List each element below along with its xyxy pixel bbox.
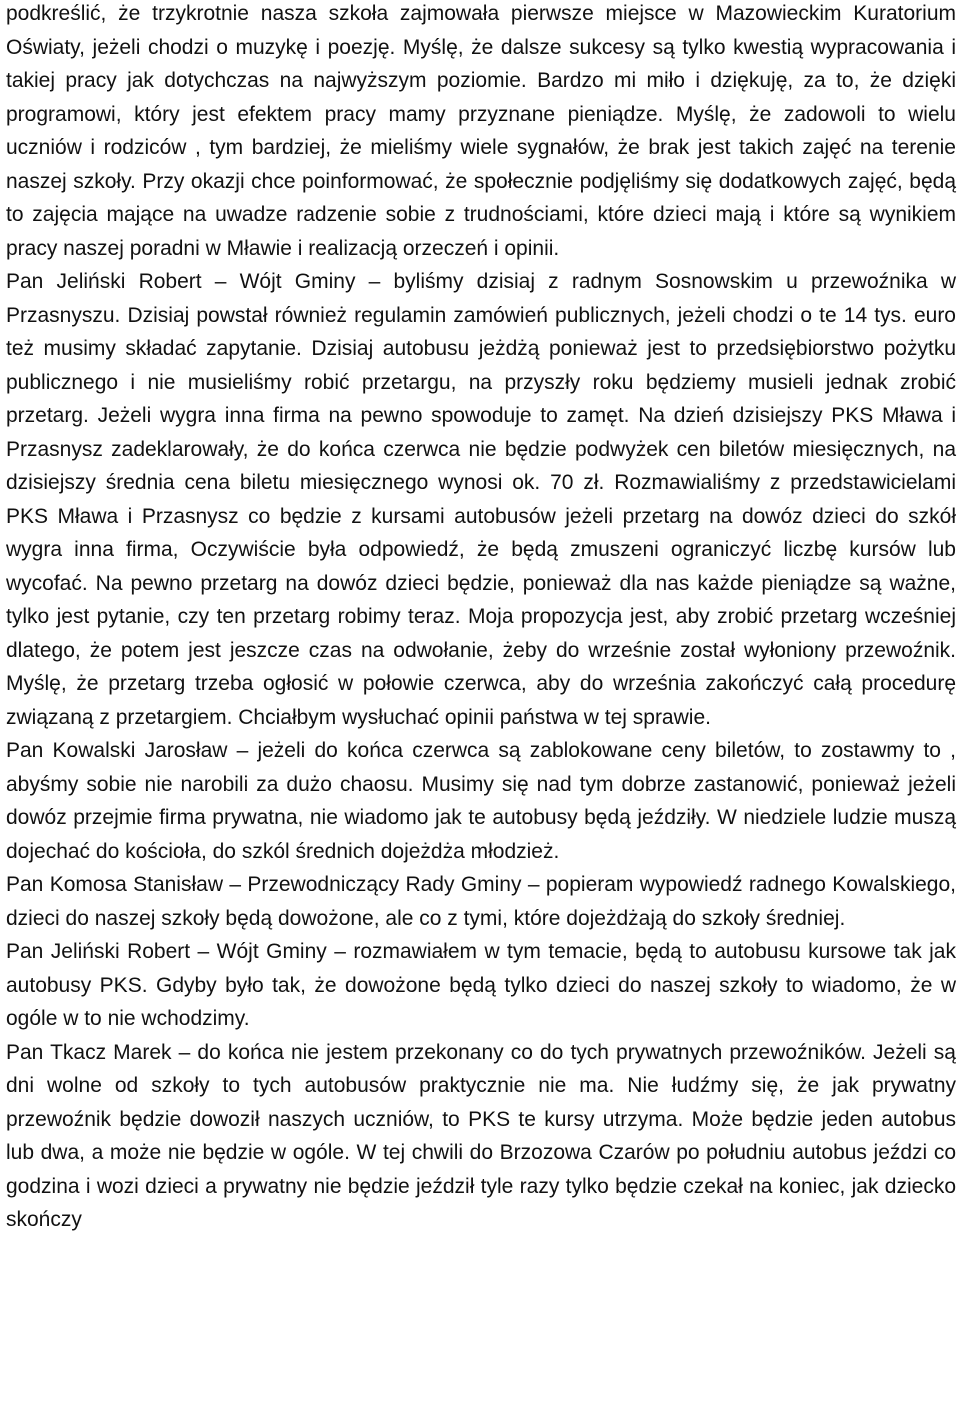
- paragraph-wojt-transport-tender: Pan Jeliński Robert – Wójt Gminy – byliśmy dzisiaj z radnym Sosnowskim u przewoźnika w Przasnyszu. Dzisiaj powstał również regulamin zamówień publicznych, jeżeli chodzi o te 14 tys. euro też musimy składać zapytanie. Dzisiaj autobusu jeżdżą ponieważ jest to przedsiębiorstwo pożytku publicznego i nie musieliśmy robić przetargu, na przyszły roku będziemy musieli jednak zrobić przetarg. Jeżeli wygra inna firma na pewno spowoduje to zamęt. Na dzień dzisiejszy PKS Mława i Przasnysz zadeklarowały, że do końca czerwca nie będzie podwyżek cen biletów miesięcznych, na dzisiejszy średnia cena biletu miesięcznego wynosi ok. 70 zł. Rozmawialiśmy z przedstawicielami PKS Mława i Przasnysz co będzie z kursami autobusów jeżeli przetarg na dowóz dzieci do szkół wygra inna firma, Oczywiście była odpowiedź, że będą zmuszeni ograniczyć liczbę kursów lub wycofać. Na pewno przetarg na dowóz dzieci będzie, ponieważ dla nas każde pieniądze są ważne, tylko jest pytanie, czy ten przetarg robimy teraz. Moja propozycja jest, aby zrobić przetarg wcześniej dlatego, że potem jest jeszcze czas na odwołanie, żeby do wrześnie został wyłoniony przewoźnik. Myślę, że przetarg trzeba ogłosić w połowie czerwca, aby do września zakończyć całą procedurę związaną z przetargiem. Chciałbym wysłuchać opinii państwa w tej sprawie.: [6, 270, 956, 729]
- paragraph-school-achievements: podkreślić, że trzykrotnie nasza szkoła zajmowała pierwsze miejsce w Mazowieckim Kuratorium Oświaty, jeżeli chodzi o muzykę i poezję. Myślę, że dalsze sukcesy są tylko kwestią wypracowania i takiej pracy jak dotychczas na najwyższym poziomie. Bardzo mi miło i dziękuję, za to, że dzięki programowi, który jest efektem pracy mamy przyznane pieniądze. Myślę, że zadowoli to wielu uczniów i rodziców , tym bardziej, że mieliśmy wiele sygnałów, że brak jest takich zajęć na terenie naszej szkoły. Przy okazji chce poinformować, że społecznie podjęliśmy się dodatkowych zajęć, będą to zajęcia mające na uwadze radzenie sobie z trudnościami, które dzieci mają i które są wynikiem pracy naszej poradni w Mławie i realizacją orzeczeń i opinii.: [6, 2, 956, 260]
- paragraph-wojt-reply: Pan Jeliński Robert – Wójt Gminy – rozmawiałem w tym temacie, będą to autobusu kursowe tak jak autobusy PKS. Gdyby było tak, że dowożone będą tylko dzieci do naszej szkoły to wiadomo, że w ogóle w to nie wchodzimy.: [6, 940, 956, 1030]
- paragraph-tkacz-statement: Pan Tkacz Marek – do końca nie jestem przekonany co do tych prywatnych przewoźników. Jeżeli są dni wolne od szkoły to tych autobusów praktycznie nie ma. Nie łudźmy się, że jak prywatny przewoźnik będzie dowoził naszych uczniów, to PKS te kursy utrzyma. Może będzie jeden autobus lub dwa, a może nie będzie w ogóle. W tej chwili do Brzozowa Czarów po południu autobus jeździ co godzina i wozi dzieci a prywatny nie będzie jeździł tyle razy tylko będzie czekał na koniec, jak dziecko skończy: [6, 1040, 956, 1231]
- paragraph-komosa-statement: Pan Komosa Stanisław – Przewodniczący Rady Gminy – popieram wypowiedź radnego Kowalskiego, dzieci do naszej szkoły będą dowożone, ale co z tymi, które dojeżdżają do szkoły średniej.: [6, 873, 956, 930]
- paragraph-kowalski-statement: Pan Kowalski Jarosław – jeżeli do końca czerwca są zablokowane ceny biletów, to zostawmy to , abyśmy sobie nie narobili za dużo chaosu. Musimy się nad tym dobrze zastanowić, ponieważ jeżeli dowóz przejmie firma prywatna, nie wiadomo jak te autobusy będą jeździły. W niedziele ludzie muszą dojechać do kościoła, do szkól średnich dojeżdża młodzież.: [6, 739, 956, 863]
